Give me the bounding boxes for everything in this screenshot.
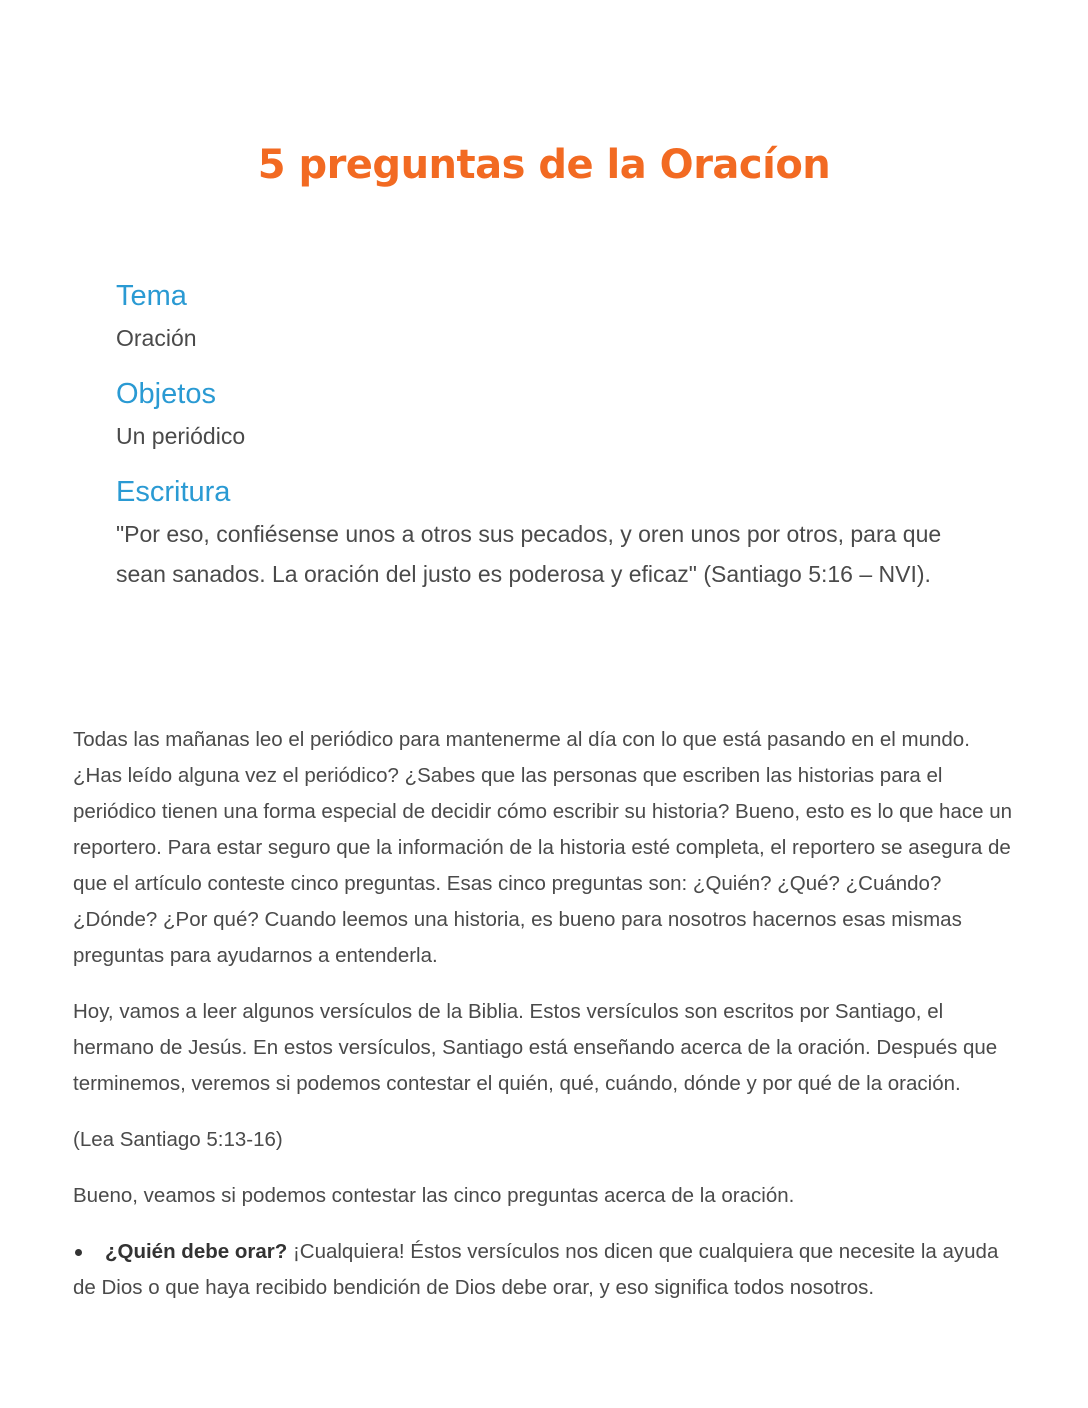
- lesson-body: [73, 722, 1023, 1306]
- escritura-value: "Por eso, confiésense unos a otros sus pecados, y oren unos por otros, para que sean sanados. La oración del justo es poderosa y eficaz" (Santiago 5:16 – NVI).: [116, 521, 942, 587]
- paragraph: Hoy, vamos a leer algunos versículos de la Biblia. Estos versículos son escritos por Santiago, el hermano de Jesús. En estos versículos, Santiago está enseñando acerca de la oración. Después que terminemos, veremos si podemos contestar el quién, qué, cuándo, dónde y por qué de la oración.: [73, 1000, 998, 1095]
- tema-label: Tema: [116, 280, 187, 312]
- list-item: [73, 1234, 1023, 1306]
- page-title: 5 preguntas de la Oracíon: [257, 142, 831, 188]
- escritura-label: Escritura: [116, 476, 231, 508]
- paragraph: Bueno, veamos si podemos contestar las cinco preguntas acerca de la oración.: [73, 1184, 795, 1207]
- meta-tema: [116, 274, 976, 358]
- meta-escritura: [116, 470, 976, 594]
- lesson-meta: [116, 274, 976, 608]
- meta-objetos: [116, 372, 976, 456]
- paragraph: Todas las mañanas leo el periódico para mantenerme al día con lo que está pasando en el mundo. ¿Has leído alguna vez el periódico? ¿Sabes que las personas que escriben las historias para el periódico tienen una forma especial de decidir cómo escribir su historia? Bueno, esto es lo que hace un reportero. Para estar seguro que la información de la historia esté completa, el reportero se asegura de que el artículo conteste cinco preguntas. Esas cinco preguntas son: ¿Quién? ¿Qué? ¿Cuándo? ¿Dónde? ¿Por qué? Cuando leemos una historia, es bueno para nosotros hacernos esas mismas preguntas para ayudarnos a entenderla.: [73, 728, 1012, 967]
- question-text: ¿Quién debe orar?: [105, 1240, 288, 1263]
- questions-list: [73, 1234, 1023, 1306]
- bullet-icon: [75, 1249, 82, 1256]
- answer-text: ¡Cualquiera! Éstos versículos nos dicen que cualquiera que necesite la ayuda de Dios o que haya recibido bendición de Dios debe orar, y eso significa todos nosotros.: [73, 1240, 999, 1299]
- tema-value: Oración: [116, 325, 197, 351]
- paragraph: (Lea Santiago 5:13-16): [73, 1128, 283, 1151]
- objetos-value: Un periódico: [116, 423, 246, 449]
- objetos-label: Objetos: [116, 378, 216, 410]
